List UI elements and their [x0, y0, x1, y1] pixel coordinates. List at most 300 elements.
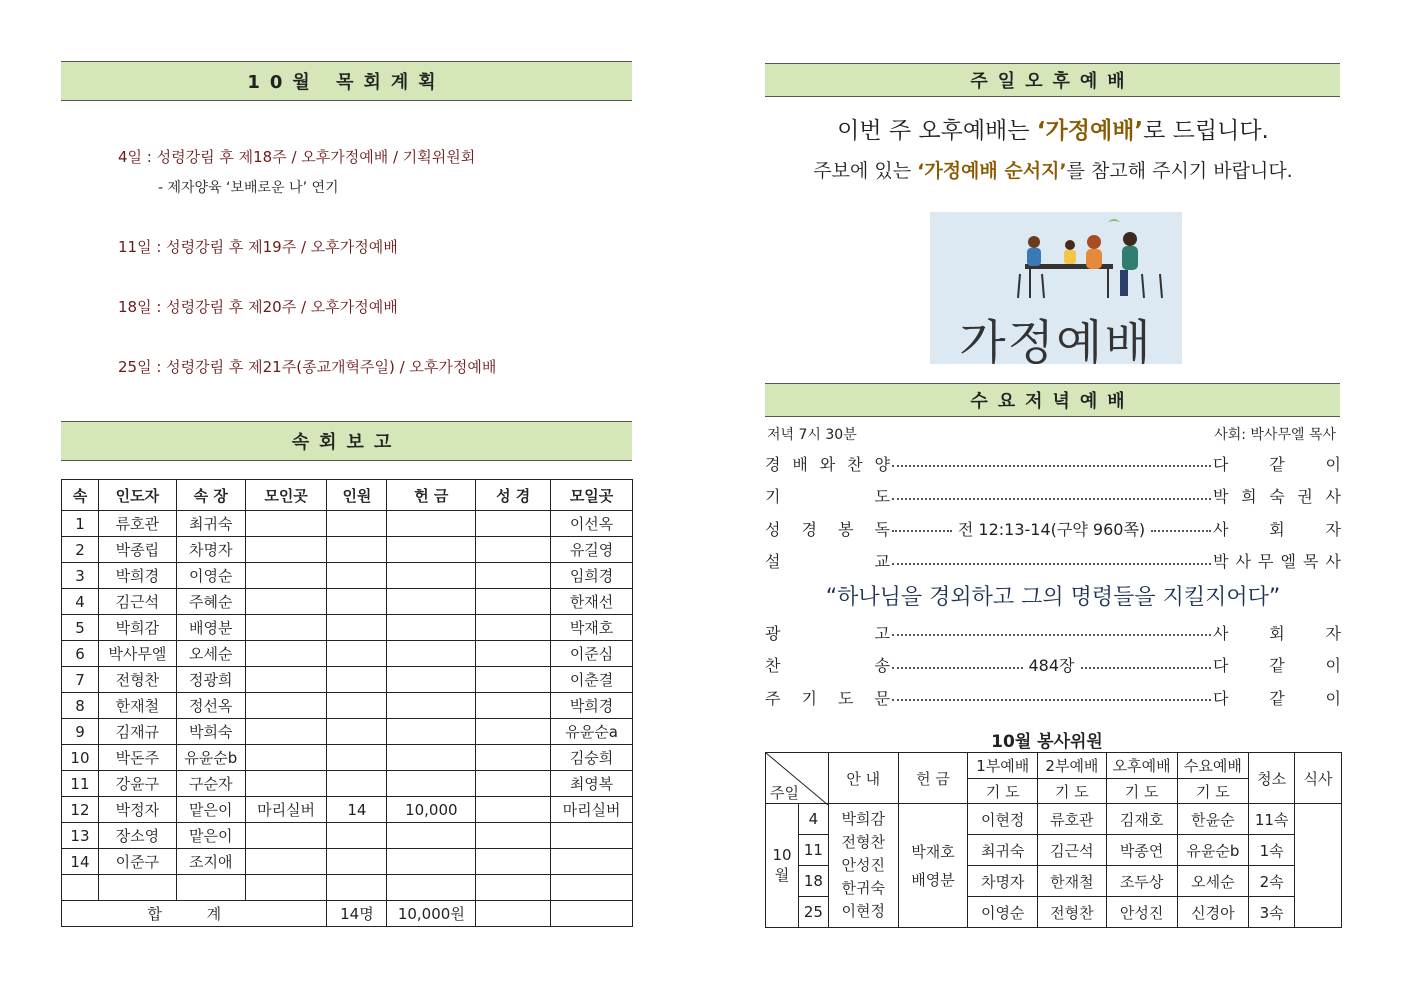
table-cell	[387, 719, 476, 745]
wednesday-host: 사회: 박사무엘 목사	[1214, 427, 1336, 443]
leader-dots	[892, 653, 1211, 676]
table-cell	[387, 745, 476, 771]
plan-title: 10월 목회계획	[61, 61, 632, 101]
header-cell: 속 장	[176, 480, 245, 511]
table-cell: 13	[62, 823, 99, 849]
table-cell	[327, 771, 387, 797]
label-char: 봉	[838, 519, 854, 539]
table-cell: 박돈주	[98, 745, 176, 771]
table-cell: 박희경	[98, 563, 176, 589]
table-cell	[245, 615, 327, 641]
table-cell: 11	[62, 771, 99, 797]
table-cell	[387, 849, 476, 875]
guide-name: 안성진	[841, 856, 885, 874]
table-row	[62, 537, 633, 563]
label-char: 박	[1213, 487, 1229, 506]
afternoon-notice-line2	[765, 156, 1341, 183]
label-char: 기	[801, 688, 817, 708]
table-cell	[476, 823, 551, 849]
label-char: 무	[1258, 552, 1274, 571]
table-row	[62, 667, 633, 693]
label-char: 독	[874, 519, 890, 539]
table-row	[62, 823, 633, 849]
table-cell	[327, 693, 387, 719]
family-illustration	[930, 212, 1182, 312]
table-cell	[245, 537, 327, 563]
order-leader	[1213, 621, 1341, 644]
table-cell	[551, 823, 633, 849]
serve-cell: 신경아	[1177, 897, 1249, 928]
label-char: 목	[1303, 552, 1319, 571]
table-cell: 유길영	[551, 537, 633, 563]
table-cell	[476, 797, 551, 823]
serve-cell: 이영순	[968, 897, 1038, 928]
table-row	[62, 797, 633, 823]
order-label	[765, 686, 890, 709]
serve-cell: 안성진	[1106, 897, 1177, 928]
serve-day: 25	[798, 897, 828, 928]
prayer-header: 기 도	[968, 779, 1038, 804]
table-row	[62, 693, 633, 719]
label-char: 같	[1269, 454, 1285, 474]
family-image-caption: 가정예배	[959, 315, 1153, 364]
label-char: 엘	[1280, 552, 1296, 571]
prayer-header: 기 도	[1106, 779, 1177, 804]
total-empty	[476, 901, 551, 927]
serve-cell: 2속	[1249, 866, 1295, 897]
table-cell: 박희감	[98, 615, 176, 641]
table-cell: 임희경	[551, 563, 633, 589]
table-cell	[476, 563, 551, 589]
table-cell	[387, 615, 476, 641]
leader-dots	[892, 517, 1211, 540]
table-cell	[387, 563, 476, 589]
table-cell: 정선옥	[176, 693, 245, 719]
table-cell: 박희숙	[176, 719, 245, 745]
table-cell	[476, 511, 551, 537]
table-cell	[387, 667, 476, 693]
serve-title: 10월 봉사위원	[991, 732, 1103, 752]
prayer-header: 기 도	[1038, 779, 1107, 804]
label-char: 회	[1269, 623, 1285, 643]
table-cell: 조지애	[176, 849, 245, 875]
order-row	[765, 549, 1341, 573]
label-char: 송	[874, 656, 890, 675]
table-cell	[327, 589, 387, 615]
table-cell: 주혜순	[176, 589, 245, 615]
table-cell: 12	[62, 797, 99, 823]
order-leader	[1213, 686, 1341, 709]
label-char: 설	[765, 552, 781, 571]
wednesday-title: 수요저녁예배	[765, 383, 1340, 417]
label-char: 찬	[847, 454, 863, 474]
table-cell	[476, 849, 551, 875]
report-header-row	[62, 480, 633, 511]
total-offering: 10,000원	[387, 901, 476, 927]
wednesday-time: 저녁 7시 30분	[767, 427, 857, 443]
table-cell	[327, 511, 387, 537]
table-cell	[245, 719, 327, 745]
label-char: 사	[1213, 623, 1229, 643]
label-char: 주	[765, 688, 781, 708]
order-row	[765, 620, 1341, 644]
serve-cell: 차명자	[968, 866, 1038, 897]
label-char: 와	[819, 454, 836, 474]
afternoon-title: 주일오후예배	[765, 63, 1340, 97]
serve-day: 4	[798, 804, 828, 835]
header-cell: 인도자	[98, 480, 176, 511]
table-cell	[476, 693, 551, 719]
label-char: 같	[1269, 656, 1285, 675]
table-cell	[387, 537, 476, 563]
serve-day: 11	[798, 835, 828, 866]
label-char: 이	[1325, 688, 1341, 708]
serve-cell: 한재철	[1038, 866, 1107, 897]
table-cell	[62, 875, 99, 901]
table-cell	[387, 589, 476, 615]
report-title: 속회보고	[61, 421, 632, 461]
table-cell	[176, 875, 245, 901]
table-cell	[245, 771, 327, 797]
label-char: 이	[1325, 454, 1341, 474]
header-cell: 속	[62, 480, 99, 511]
table-cell	[387, 823, 476, 849]
label-char: 도	[874, 487, 890, 506]
table-cell	[245, 511, 327, 537]
label-char: 이	[1325, 656, 1341, 675]
table-cell	[327, 537, 387, 563]
order-row	[765, 516, 1341, 540]
table-cell: 8	[62, 693, 99, 719]
serve-table	[765, 752, 1342, 928]
leader-dots	[892, 557, 1211, 565]
label-char: 광	[765, 623, 781, 643]
label-char: 배	[792, 454, 808, 474]
table-row	[62, 745, 633, 771]
table-cell	[551, 849, 633, 875]
table-cell: 맡은이	[176, 823, 245, 849]
table-cell: 김숭희	[551, 745, 633, 771]
table-cell: 정광희	[176, 667, 245, 693]
table-cell: 5	[62, 615, 99, 641]
label-char: 다	[1213, 656, 1229, 675]
table-cell: 배영분	[176, 615, 245, 641]
serve-cell: 11속	[1249, 804, 1295, 835]
serve-offering-header: 헌 금	[898, 753, 968, 804]
order-label	[765, 517, 890, 540]
table-cell: 14	[327, 797, 387, 823]
table-cell: 유윤순b	[176, 745, 245, 771]
table-cell: 최영복	[551, 771, 633, 797]
label-char: 찬	[765, 656, 781, 675]
serve-day: 18	[798, 866, 828, 897]
serve-guide-header: 안 내	[828, 753, 898, 804]
label-char: 도	[838, 688, 854, 708]
serve-cell: 전형찬	[1038, 897, 1107, 928]
table-cell	[476, 719, 551, 745]
plan-item-4: 4일 : 성령강림 후 제18주 / 오후가정예배 / 기획위원회	[118, 148, 476, 166]
prayer-header: 기 도	[1177, 779, 1249, 804]
table-cell	[327, 563, 387, 589]
table-cell	[476, 875, 551, 901]
table-cell	[327, 615, 387, 641]
table-cell	[476, 771, 551, 797]
label-char: 자	[1325, 623, 1341, 643]
table-cell: 1	[62, 511, 99, 537]
label-char: 교	[874, 552, 890, 571]
notice-text: 로 드립니다.	[1143, 118, 1269, 144]
table-cell: 박종립	[98, 537, 176, 563]
label-char: 문	[874, 688, 890, 708]
notice-highlight: ‘가정예배’	[1036, 118, 1144, 144]
total-count: 14명	[327, 901, 387, 927]
order-label	[765, 653, 890, 676]
order-leader	[1213, 517, 1341, 540]
table-cell	[387, 771, 476, 797]
label-char: 다	[1213, 454, 1229, 474]
plan-item-25: 25일 : 성령강림 후 제21주(종교개혁주일) / 오후가정예배	[118, 358, 497, 376]
serve-cell: 오세순	[1177, 866, 1249, 897]
table-cell	[387, 511, 476, 537]
table-cell	[476, 667, 551, 693]
table-cell	[327, 641, 387, 667]
order-row	[765, 685, 1341, 709]
table-cell: 김근석	[98, 589, 176, 615]
order-row	[765, 451, 1341, 475]
serve-cell: 1속	[1249, 835, 1295, 866]
header-cell: 헌 금	[387, 480, 476, 511]
table-row	[62, 771, 633, 797]
table-cell	[245, 745, 327, 771]
table-cell: 최귀숙	[176, 511, 245, 537]
table-cell	[98, 875, 176, 901]
label-char: 경	[801, 519, 817, 539]
table-cell	[245, 563, 327, 589]
offerer-name: 박재호	[911, 842, 955, 861]
label-char: 숙	[1269, 487, 1285, 506]
guide-name: 전형찬	[841, 833, 885, 851]
table-cell: 마리실버	[245, 797, 327, 823]
label-char: 성	[765, 519, 781, 539]
leader-dots	[892, 459, 1211, 467]
label-char: 박	[1213, 552, 1229, 571]
table-cell	[245, 875, 327, 901]
serve-cell: 3속	[1249, 897, 1295, 928]
order-label	[765, 621, 890, 644]
total-label: 합 계	[62, 901, 327, 927]
table-cell: 이선옥	[551, 511, 633, 537]
table-cell: 오세순	[176, 641, 245, 667]
serve-cell: 조두상	[1106, 866, 1177, 897]
order-leader	[1213, 452, 1341, 475]
family-worship-image	[930, 212, 1182, 364]
table-cell: 유윤순a	[551, 719, 633, 745]
plan-item-4-sub: - 제자양육 ‘보배로운 나’ 연기	[158, 180, 339, 196]
table-row	[62, 641, 633, 667]
header-cell: 모인곳	[245, 480, 327, 511]
table-cell	[245, 849, 327, 875]
table-cell: 7	[62, 667, 99, 693]
label-char: 기	[765, 487, 781, 506]
service-1-header: 1부예배	[968, 753, 1038, 779]
table-cell	[476, 537, 551, 563]
table-cell	[327, 719, 387, 745]
table-cell	[551, 875, 633, 901]
table-row	[62, 615, 633, 641]
label-char: 사	[1213, 519, 1229, 539]
label-char: 양	[874, 454, 890, 474]
report-table	[61, 479, 633, 927]
table-cell: 14	[62, 849, 99, 875]
label-char: 같	[1269, 688, 1285, 708]
label-char: 희	[1241, 487, 1257, 506]
table-cell	[245, 823, 327, 849]
label-char: 회	[1269, 519, 1285, 539]
table-cell: 맡은이	[176, 797, 245, 823]
serve-clean-header: 청소	[1249, 753, 1295, 804]
order-row	[765, 653, 1341, 677]
order-label	[765, 452, 890, 475]
table-cell: 구순자	[176, 771, 245, 797]
table-cell	[327, 745, 387, 771]
serve-guides	[828, 804, 898, 928]
serve-meal	[1295, 804, 1342, 928]
table-cell	[245, 667, 327, 693]
guide-name: 박희감	[841, 810, 885, 828]
serve-cell: 한윤순	[1177, 804, 1249, 835]
order-row	[765, 484, 1341, 508]
order-leader	[1213, 484, 1341, 507]
table-cell: 10,000	[387, 797, 476, 823]
table-cell	[387, 875, 476, 901]
notice-text: 주보에 있는	[813, 160, 918, 182]
table-cell: 이춘결	[551, 667, 633, 693]
serve-cell: 유윤순b	[1177, 835, 1249, 866]
table-cell: 차명자	[176, 537, 245, 563]
serve-corner	[766, 753, 829, 804]
table-row	[62, 589, 633, 615]
serve-month: 10월	[766, 804, 799, 928]
table-cell	[245, 641, 327, 667]
total-row	[62, 901, 633, 927]
serve-cell: 이현정	[968, 804, 1038, 835]
table-row	[62, 849, 633, 875]
table-cell: 강윤구	[98, 771, 176, 797]
afternoon-notice-line1	[765, 112, 1341, 145]
label-char: 경	[765, 454, 781, 474]
table-row	[62, 563, 633, 589]
table-cell	[476, 589, 551, 615]
guide-name: 이현정	[841, 902, 885, 920]
table-cell	[387, 693, 476, 719]
table-cell: 이영순	[176, 563, 245, 589]
table-cell	[327, 823, 387, 849]
label-char: 권	[1297, 487, 1313, 506]
table-cell: 3	[62, 563, 99, 589]
label-char: 사	[1325, 552, 1341, 571]
serve-cell: 류호관	[1038, 804, 1107, 835]
table-cell: 장소영	[98, 823, 176, 849]
table-cell: 한재선	[551, 589, 633, 615]
total-empty	[551, 901, 633, 927]
order-detail: 484장	[1028, 656, 1075, 675]
order-leader	[1213, 653, 1341, 676]
label-char: 고	[874, 623, 890, 643]
table-cell	[327, 849, 387, 875]
table-cell: 10	[62, 745, 99, 771]
service-2-header: 2부예배	[1038, 753, 1107, 779]
table-cell: 이준구	[98, 849, 176, 875]
table-cell: 박희경	[551, 693, 633, 719]
table-cell	[476, 641, 551, 667]
notice-highlight: ‘가정예배 순서지’	[917, 160, 1067, 182]
table-cell: 류호관	[98, 511, 176, 537]
label-char: 사	[1235, 552, 1251, 571]
label-char: 다	[1213, 688, 1229, 708]
offerer-name: 배영분	[911, 870, 955, 889]
table-cell: 6	[62, 641, 99, 667]
label-char: 사	[1325, 487, 1341, 506]
table-cell: 마리실버	[551, 797, 633, 823]
table-cell	[245, 589, 327, 615]
table-cell: 박재호	[551, 615, 633, 641]
table-cell	[387, 641, 476, 667]
order-label	[765, 484, 890, 507]
table-cell: 박사무엘	[98, 641, 176, 667]
serve-meal-header: 식사	[1295, 753, 1342, 804]
header-cell: 성 경	[476, 480, 551, 511]
leader-dots	[892, 492, 1211, 500]
table-row	[62, 875, 633, 901]
table-row	[62, 511, 633, 537]
label-char: 자	[1325, 519, 1341, 539]
table-cell: 9	[62, 719, 99, 745]
table-cell: 전형찬	[98, 667, 176, 693]
header-cell: 모일곳	[551, 480, 633, 511]
table-cell: 김재규	[98, 719, 176, 745]
table-cell: 2	[62, 537, 99, 563]
table-cell	[476, 745, 551, 771]
leader-dots	[892, 628, 1211, 636]
order-label	[765, 549, 890, 572]
table-cell	[327, 875, 387, 901]
serve-cell: 박종연	[1106, 835, 1177, 866]
serve-cell: 최귀숙	[968, 835, 1038, 866]
guide-name: 한귀숙	[841, 879, 885, 897]
table-cell	[245, 693, 327, 719]
serve-cell: 김재호	[1106, 804, 1177, 835]
order-detail: 전 12:13-14(구약 960쪽)	[957, 519, 1146, 539]
table-cell: 4	[62, 589, 99, 615]
plan-item-11: 11일 : 성령강림 후 제19주 / 오후가정예배	[118, 238, 398, 256]
leader-dots	[892, 693, 1211, 701]
serve-cell: 김근석	[1038, 835, 1107, 866]
header-cell: 인원	[327, 480, 387, 511]
table-cell	[327, 667, 387, 693]
table-cell: 박정자	[98, 797, 176, 823]
notice-text: 를 참고해 주시기 바랍니다.	[1066, 160, 1293, 182]
sermon-title: “하나님을 경외하고 그의 명령들을 지킬지어다”	[825, 585, 1281, 610]
serve-offerers	[898, 804, 968, 928]
table-cell: 이준심	[551, 641, 633, 667]
order-leader	[1213, 549, 1341, 572]
table-cell	[476, 615, 551, 641]
table-row	[62, 719, 633, 745]
table-cell: 한재철	[98, 693, 176, 719]
plan-item-18: 18일 : 성령강림 후 제20주 / 오후가정예배	[118, 298, 398, 316]
serve-corner-label: 주일	[770, 784, 799, 802]
service-3-header: 오후예배	[1106, 753, 1177, 779]
